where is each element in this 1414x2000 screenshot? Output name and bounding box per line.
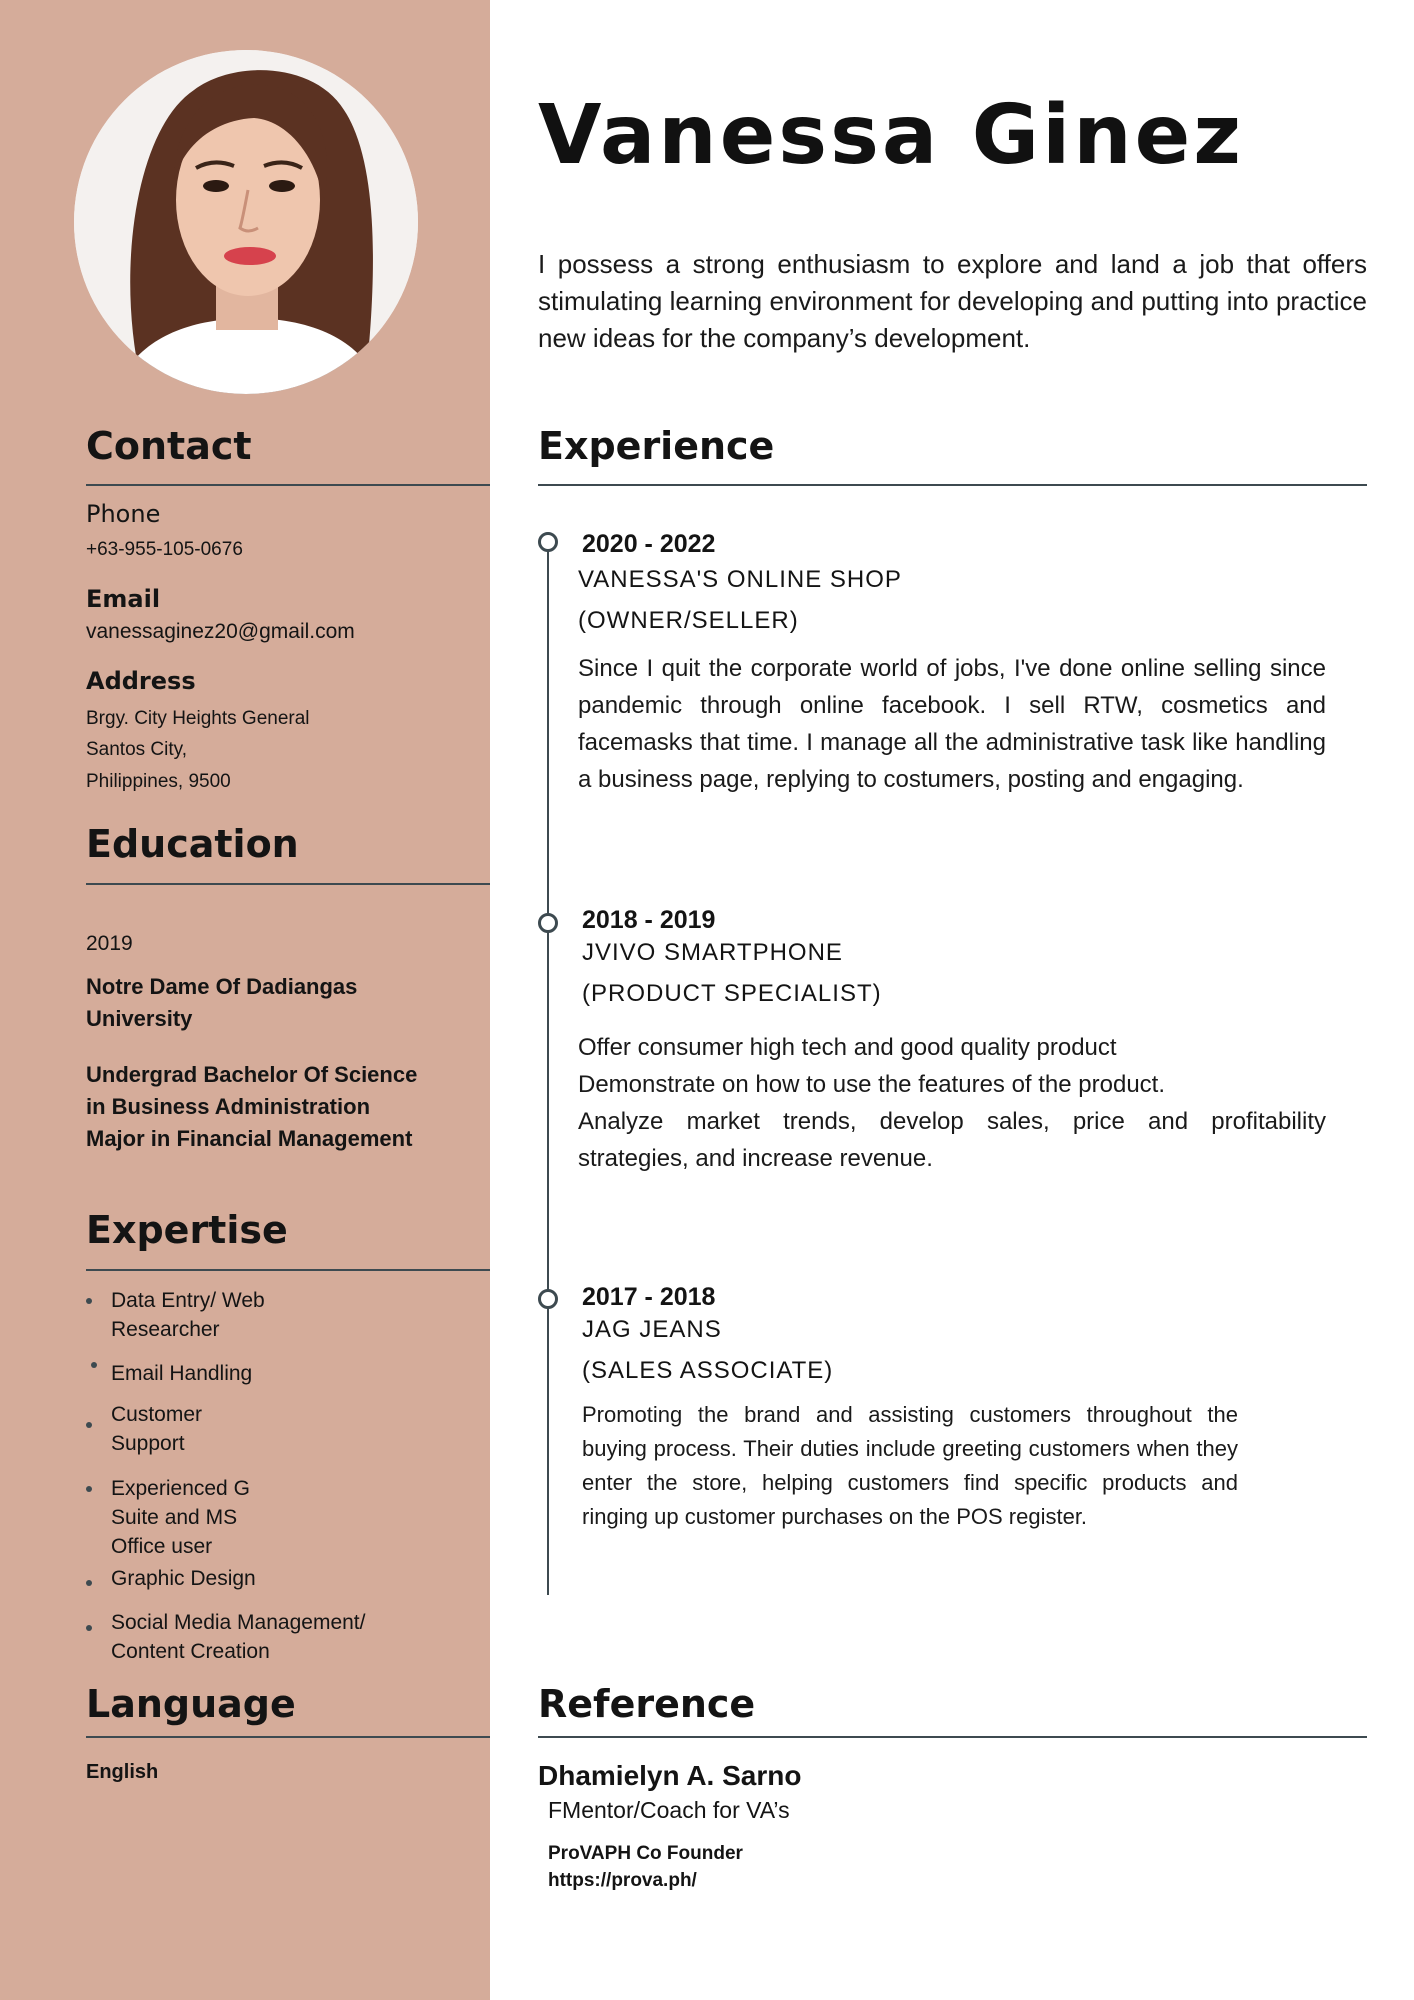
experience-heading: Experience (538, 424, 775, 468)
education-divider (86, 883, 490, 885)
reference-heading: Reference (538, 1682, 756, 1726)
expertise-line: Suite and MS (111, 1506, 238, 1529)
job-dates: 2017 - 2018 (582, 1283, 716, 1311)
reference-divider (538, 1736, 1367, 1738)
email-label: Email (86, 585, 161, 613)
expertise-item (111, 1400, 202, 1458)
timeline-line (547, 540, 549, 1595)
expertise-item (111, 1286, 265, 1344)
expertise-line: Researcher (111, 1318, 220, 1341)
expertise-item (111, 1474, 250, 1561)
job-description: Since I quit the corporate world of jobs, I've done online selling since pandemic through online facebook. I sell RTW, cosmetics and facemasks that time. I manage all the administrative task like handling a business page, replying to costumers, posting and engaging. (578, 655, 1326, 793)
school-name-line: Notre Dame Of Dadiangas (86, 974, 358, 999)
email-address[interactable]: vanessaginez20@gmail.com (86, 620, 355, 643)
bullet-icon (91, 1362, 97, 1368)
expertise-line: Data Entry/ Web (111, 1289, 265, 1312)
experience-divider (538, 484, 1367, 486)
job-dates: 2018 - 2019 (582, 906, 716, 934)
reference-url-link[interactable]: https://prova.ph/ (548, 1870, 697, 1891)
job-company: JVIVO SMARTPHONE (582, 939, 843, 966)
expertise-line: Social Media Management/ (111, 1611, 366, 1634)
candidate-name: Vanessa Ginez (538, 88, 1244, 183)
reference-organization: ProVAPH Co Founder (548, 1843, 743, 1864)
expertise-line: Experienced G (111, 1477, 250, 1500)
profile-summary: I possess a strong enthusiasm to explore and land a job that offers stimulating learning environment for developing and putting into practice new ideas for the company’s development. (538, 249, 1367, 353)
expertise-heading: Expertise (86, 1208, 288, 1252)
reference-role: FMentor/Coach for VA’s (548, 1797, 790, 1823)
address-line: Brgy. City Heights General (86, 708, 310, 729)
portrait-image (74, 50, 418, 394)
bullet-icon (86, 1625, 92, 1631)
expertise-line: Content Creation (111, 1640, 270, 1663)
reference-name: Dhamielyn A. Sarno (538, 1760, 802, 1791)
timeline-dot-icon (538, 913, 558, 933)
language-heading: Language (86, 1682, 296, 1726)
expertise-line: Graphic Design (111, 1567, 256, 1590)
bullet-icon (86, 1486, 92, 1492)
bullet-icon (86, 1422, 92, 1428)
language-divider (86, 1736, 490, 1738)
expertise-item (111, 1608, 365, 1666)
language-item: English (86, 1761, 159, 1783)
job-description-line: Analyze market trends, develop sales, price and profitability strategies, and increase revenue. (578, 1108, 1326, 1172)
expertise-line: Customer (111, 1403, 203, 1426)
expertise-line: Email Handling (111, 1362, 253, 1385)
contact-heading: Contact (86, 424, 252, 468)
degree-line: in Business Administration (86, 1094, 371, 1119)
job-company: VANESSA'S ONLINE SHOP (578, 566, 902, 593)
school-name-line: University (86, 1006, 193, 1031)
phone-number: +63-955-105-0676 (86, 539, 243, 560)
expertise-line: Office user (111, 1535, 213, 1558)
timeline-dot-icon (538, 1289, 558, 1309)
job-description-line: Demonstrate on how to use the features of the product. (578, 1071, 1166, 1098)
education-heading: Education (86, 822, 299, 866)
education-year: 2019 (86, 932, 133, 955)
job-company: JAG JEANS (582, 1316, 722, 1343)
job-role: (PRODUCT SPECIALIST) (582, 980, 882, 1007)
degree-line: Undergrad Bachelor Of Science (86, 1062, 418, 1087)
expertise-item (111, 1564, 256, 1593)
address-line: Santos City, (86, 739, 188, 760)
job-description-line: Offer consumer high tech and good quality product (578, 1034, 1117, 1061)
job-role: (SALES ASSOCIATE) (582, 1357, 834, 1384)
job-role: (OWNER/SELLER) (578, 607, 799, 634)
address-line: Philippines, 9500 (86, 771, 231, 792)
job-description: Promoting the brand and assisting customers throughout the buying process. Their duties include greeting customers when they enter the store, helping customers find specific products and ringing up customer purchases on the POS register. (582, 1402, 1238, 1529)
address-label: Address (86, 667, 196, 695)
expertise-line: Support (111, 1432, 185, 1455)
job-description (578, 1029, 1326, 1177)
contact-divider (86, 484, 490, 486)
bullet-icon (86, 1580, 92, 1586)
expertise-item (111, 1359, 252, 1388)
degree-line: Major in Financial Management (86, 1126, 413, 1151)
bullet-icon (86, 1298, 92, 1304)
expertise-divider (86, 1269, 490, 1271)
phone-label: Phone (86, 500, 161, 528)
job-dates: 2020 - 2022 (582, 530, 716, 558)
sidebar (0, 0, 490, 2000)
timeline-dot-icon (538, 532, 558, 552)
profile-photo (74, 50, 418, 394)
